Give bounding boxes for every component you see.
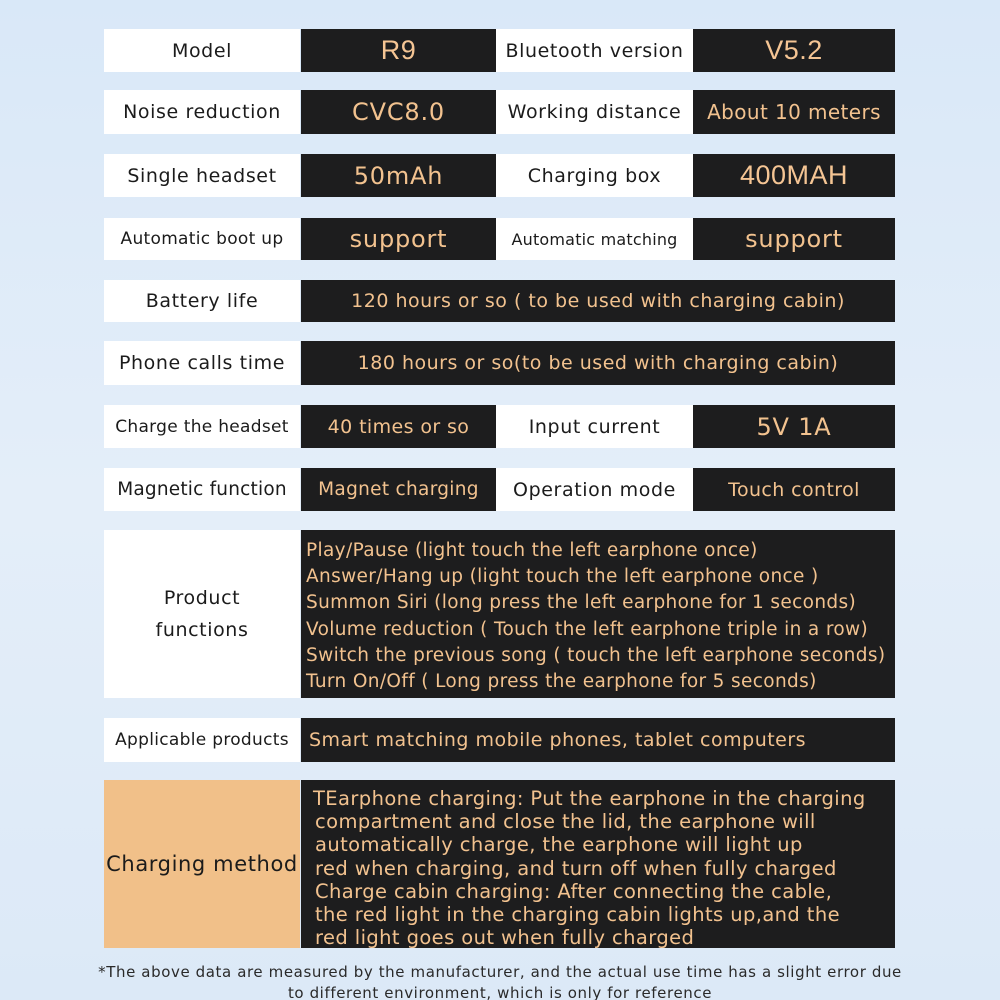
- charging-box-value: 400MAH: [693, 154, 895, 197]
- spec-row-model: [104, 29, 895, 72]
- operation-label: Operation mode: [496, 468, 693, 511]
- boot-label: Automatic boot up: [104, 218, 300, 260]
- functions-label-line-2: functions: [155, 619, 249, 641]
- spec-row-applicable: [104, 718, 895, 762]
- bluetooth-label: Bluetooth version: [496, 29, 693, 72]
- calls-value: 180 hours or so(to be used with charging cabin): [301, 341, 895, 385]
- charging-line: red when charging, and turn off when fully charged: [315, 856, 837, 880]
- spec-row-magnetic: [104, 468, 895, 511]
- function-item: Play/Pause (light touch the left earphone once): [306, 540, 758, 561]
- charging-line: Charge cabin charging: After connecting the cable,: [315, 879, 833, 903]
- charge-label: Charge the headset: [104, 405, 300, 448]
- magnetic-label: Magnetic function: [104, 468, 300, 511]
- functions-label-line-1: Product: [163, 587, 241, 609]
- matching-label: Automatic matching: [496, 218, 693, 260]
- charge-value: 40 times or so: [301, 405, 496, 448]
- spec-row-battery-life: [104, 280, 895, 322]
- function-item: Summon Siri (long press the left earphone for 1 seconds): [306, 592, 857, 614]
- calls-label: Phone calls time: [104, 341, 300, 385]
- input-current-value: 5V 1A: [693, 405, 895, 448]
- spec-row-charging-method: [104, 780, 895, 948]
- distance-label: Working distance: [496, 90, 693, 134]
- charging-line: TEarphone charging: Put the earphone in the charging: [313, 787, 866, 810]
- model-value: R9: [301, 29, 496, 72]
- charging-line: the red light in the charging cabin lights up,and the: [315, 903, 841, 927]
- disclaimer-footnote: [0, 962, 1000, 1000]
- function-item: Volume reduction ( Touch the left earphone triple in a row): [306, 618, 869, 640]
- spec-row-automatic: [104, 218, 895, 260]
- bluetooth-value: V5.2: [693, 29, 895, 72]
- functions-list: [301, 530, 895, 698]
- spec-row-noise: [104, 90, 895, 134]
- functions-label: [104, 530, 300, 698]
- charging-method-description: [301, 780, 895, 948]
- matching-value: support: [693, 218, 895, 260]
- applicable-value: Smart matching mobile phones, tablet computers: [301, 718, 895, 762]
- distance-value: About 10 meters: [693, 90, 895, 134]
- battery-life-value: 120 hours or so ( to be used with charging cabin): [301, 280, 895, 322]
- spec-row-calls: [104, 341, 895, 385]
- battery-life-label: Battery life: [104, 280, 300, 322]
- function-item: Switch the previous song ( touch the left earphone seconds): [306, 644, 886, 666]
- charging-line: compartment and close the lid, the earphone will: [315, 810, 816, 834]
- spec-row-charge: [104, 405, 895, 448]
- function-item: Turn On/Off ( Long press the earphone for 5 seconds): [306, 671, 817, 693]
- applicable-label: Applicable products: [104, 718, 300, 762]
- model-label: Model: [104, 29, 300, 72]
- single-headset-label: Single headset: [104, 154, 300, 197]
- charging-method-label: Charging method: [104, 780, 300, 948]
- boot-value: support: [301, 218, 496, 260]
- noise-label: Noise reduction: [104, 90, 300, 134]
- footnote-line-1: *The above data are measured by the manufacturer, and the actual use time has a slight error due: [98, 963, 902, 981]
- magnetic-value: Magnet charging: [301, 468, 496, 511]
- noise-value: CVC8.0: [301, 90, 496, 134]
- footnote-line-2: to different environment, which is only for reference: [287, 984, 713, 1000]
- spec-row-functions: [104, 530, 895, 698]
- charging-line: automatically charge, the earphone will light up: [315, 833, 803, 857]
- single-headset-value: 50mAh: [301, 154, 496, 197]
- charging-box-label: Charging box: [496, 154, 693, 197]
- function-item: Answer/Hang up (light touch the left earphone once ): [306, 566, 819, 588]
- input-current-label: Input current: [496, 405, 693, 448]
- charging-line: red light goes out when fully charged: [315, 926, 695, 950]
- operation-value: Touch control: [693, 468, 895, 511]
- spec-row-battery-capacity: [104, 154, 895, 197]
